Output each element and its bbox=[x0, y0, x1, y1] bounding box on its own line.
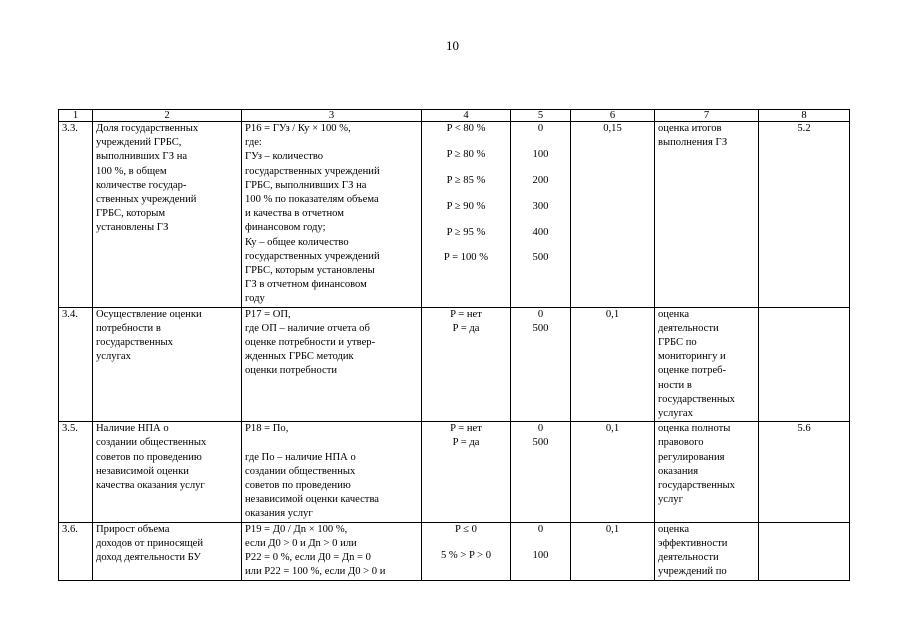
header-cell: 4 bbox=[422, 110, 511, 122]
points-cell bbox=[511, 422, 571, 522]
formula-line: P22 = 0 %, если Д0 = Дn = 0 bbox=[245, 552, 371, 564]
condition-value: 5 % > P > 0 bbox=[440, 549, 492, 561]
assessment-line: регулирования bbox=[658, 451, 725, 463]
assessment-line: ности в bbox=[658, 379, 692, 391]
formula-line: финансовом году; bbox=[245, 222, 326, 234]
indicator-name-line: Осуществление оценки bbox=[96, 308, 202, 320]
condition-value: P ≤ 0 bbox=[455, 523, 477, 535]
formula-cell bbox=[242, 307, 422, 422]
indicator-name-line: доходов от приносящей bbox=[96, 537, 204, 549]
spacer bbox=[425, 537, 507, 549]
table-row bbox=[59, 422, 850, 522]
assessment-line: оценка полноты bbox=[658, 423, 731, 435]
condition-value: P = нет bbox=[450, 308, 482, 320]
assessment-cell bbox=[655, 422, 759, 522]
formula-line: ГУз – количество bbox=[245, 151, 324, 163]
formula-line: где ОП – наличие отчета об bbox=[245, 322, 370, 334]
formula-line: 100 % по показателям объема bbox=[245, 194, 379, 206]
header-cell: 8 bbox=[759, 110, 850, 122]
page-number: 10 bbox=[446, 38, 459, 53]
points-value: 0 bbox=[537, 423, 544, 435]
condition-value: P ≥ 90 % bbox=[446, 200, 486, 212]
header-cell: 1 bbox=[59, 110, 93, 122]
weight-cell bbox=[571, 422, 655, 522]
formula-line: и качества в отчетном bbox=[245, 208, 344, 220]
assessment-line: оказания bbox=[658, 465, 699, 477]
points-cell bbox=[511, 307, 571, 422]
formula-cell bbox=[242, 422, 422, 522]
row-number: 3.3. bbox=[62, 123, 78, 134]
formula-line: оказания услуг bbox=[245, 508, 313, 520]
header-row bbox=[59, 110, 850, 122]
assessment-line: деятельности bbox=[658, 552, 719, 564]
assessment-line: услугах bbox=[658, 408, 693, 420]
formula-line: независимой оценки качества bbox=[245, 494, 380, 506]
weight-value: 0,1 bbox=[605, 423, 620, 435]
condition-cell bbox=[422, 122, 511, 308]
points-value: 100 bbox=[532, 148, 549, 160]
points-value: 300 bbox=[532, 200, 549, 212]
row-number: 3.4. bbox=[62, 308, 78, 320]
spacer bbox=[425, 188, 507, 200]
row-number-cell bbox=[59, 422, 93, 522]
formula-line: Ку – общее количество bbox=[245, 236, 349, 248]
indicator-name-line: услугах bbox=[96, 351, 131, 363]
points-value: 100 bbox=[532, 549, 549, 561]
formula-line: оценке потребности и утвер- bbox=[245, 337, 376, 349]
assessment-cell bbox=[655, 122, 759, 308]
formula-cell bbox=[242, 522, 422, 580]
weight-value: 0,1 bbox=[605, 308, 620, 320]
indicator-name-cell bbox=[93, 422, 242, 522]
formula-line: P19 = Д0 / Дn × 100 %, bbox=[245, 523, 348, 535]
condition-value: P ≥ 95 % bbox=[446, 226, 486, 238]
formula-line: ГРБС, выполнивших ГЗ на bbox=[245, 179, 367, 191]
condition-value: P < 80 % bbox=[446, 123, 486, 134]
assessment-line: выполнения ГЗ bbox=[658, 137, 728, 149]
assessment-line: оценка итогов bbox=[658, 123, 722, 134]
indicator-name-line: установлены ГЗ bbox=[96, 222, 169, 234]
formula-line: P17 = ОП, bbox=[245, 308, 291, 320]
formula-line: государственных учреждений bbox=[245, 165, 380, 177]
points-value: 500 bbox=[532, 322, 549, 334]
reference-cell bbox=[759, 307, 850, 422]
assessment-line: ГРБС по bbox=[658, 337, 697, 349]
indicator-name-line: качества оказания услуг bbox=[96, 480, 205, 492]
condition-value: P = нет bbox=[450, 423, 482, 435]
indicator-name-line: выполнивших ГЗ на bbox=[96, 151, 188, 163]
indicator-name-line: количестве государ- bbox=[96, 179, 187, 191]
weight-value: 0,1 bbox=[605, 523, 620, 535]
indicator-name-cell bbox=[93, 122, 242, 308]
formula-cell bbox=[242, 122, 422, 308]
assessment-line: учреждений по bbox=[658, 566, 727, 578]
weight-cell bbox=[571, 522, 655, 580]
points-value: 0 bbox=[537, 523, 544, 535]
points-value: 200 bbox=[532, 174, 549, 186]
indicator-name-line: Прирост объема bbox=[96, 523, 170, 535]
assessment-line: деятельности bbox=[658, 322, 719, 334]
formula-line: P18 = По, bbox=[245, 423, 289, 435]
indicator-name-line: советов по проведению bbox=[96, 451, 202, 463]
condition-value: P = 100 % bbox=[443, 252, 489, 264]
condition-cell bbox=[422, 307, 511, 422]
indicator-name-line: учреждений ГРБС, bbox=[96, 137, 182, 149]
header-cell: 5 bbox=[511, 110, 571, 122]
spacer bbox=[514, 136, 567, 148]
formula-line bbox=[245, 436, 418, 450]
formula-line: оценки потребности bbox=[245, 365, 338, 377]
condition-value: P ≥ 85 % bbox=[446, 174, 486, 186]
row-number: 3.5. bbox=[62, 423, 78, 435]
spacer bbox=[425, 136, 507, 148]
condition-value: P = да bbox=[452, 322, 480, 334]
header-cell: 2 bbox=[93, 110, 242, 122]
indicator-name-line: 100 %, в общем bbox=[96, 165, 167, 177]
assessment-line: эффективности bbox=[658, 537, 728, 549]
assessment-line: оценка bbox=[658, 308, 690, 320]
assessment-line: оценка bbox=[658, 523, 690, 535]
spacer bbox=[425, 162, 507, 174]
indicator-name-line: ственных учреждений bbox=[96, 194, 197, 206]
header-cell: 7 bbox=[655, 110, 759, 122]
spacer bbox=[425, 214, 507, 226]
formula-line: году bbox=[245, 293, 265, 305]
formula-line: где: bbox=[245, 137, 262, 149]
assessment-line: государственных bbox=[658, 393, 735, 405]
row-number-cell bbox=[59, 122, 93, 308]
formula-line: или P22 = 100 %, если Д0 > 0 и bbox=[245, 566, 386, 578]
formula-line: где По – наличие НПА о bbox=[245, 451, 356, 463]
formula-line: ГЗ в отчетном финансовом bbox=[245, 279, 367, 291]
weight-value: 0,15 bbox=[603, 123, 622, 134]
assessment-line: государственных bbox=[658, 480, 735, 492]
points-value: 500 bbox=[532, 437, 549, 449]
formula-line: государственных учреждений bbox=[245, 250, 380, 262]
spacer bbox=[514, 240, 567, 252]
indicator-name-cell bbox=[93, 307, 242, 422]
indicator-name-line: ГРБС, которым bbox=[96, 208, 166, 220]
spacer bbox=[514, 188, 567, 200]
table-row bbox=[59, 122, 850, 308]
table-body bbox=[59, 110, 850, 581]
table-row bbox=[59, 522, 850, 580]
points-value: 400 bbox=[532, 226, 549, 238]
points-cell bbox=[511, 522, 571, 580]
assessment-cell bbox=[655, 522, 759, 580]
reference-cell bbox=[759, 422, 850, 522]
header-cell: 6 bbox=[571, 110, 655, 122]
indicator-name-line: создании общественных bbox=[96, 437, 207, 449]
row-number: 3.6. bbox=[62, 523, 78, 535]
assessment-line: оценке потреб- bbox=[658, 365, 727, 377]
condition-cell bbox=[422, 422, 511, 522]
condition-value: P = да bbox=[452, 437, 480, 449]
assessment-cell bbox=[655, 307, 759, 422]
row-number-cell bbox=[59, 307, 93, 422]
spacer bbox=[514, 162, 567, 174]
points-value: 0 bbox=[537, 308, 544, 320]
formula-line: P16 = ГУз / Ку × 100 %, bbox=[245, 123, 351, 134]
header-cell: 3 bbox=[242, 110, 422, 122]
formula-line: создании общественных bbox=[245, 465, 356, 477]
reference-value: 5.6 bbox=[797, 423, 811, 435]
spacer bbox=[425, 240, 507, 252]
reference-cell bbox=[759, 122, 850, 308]
indicator-name-line: независимой оценки bbox=[96, 465, 189, 477]
spacer bbox=[514, 537, 567, 549]
formula-line: если Д0 > 0 и Дn > 0 или bbox=[245, 537, 357, 549]
table-row bbox=[59, 307, 850, 422]
points-value: 0 bbox=[537, 123, 544, 134]
points-cell bbox=[511, 122, 571, 308]
indicator-name-line: Доля государственных bbox=[96, 123, 199, 134]
assessment-line: услуг bbox=[658, 494, 683, 506]
condition-cell bbox=[422, 522, 511, 580]
indicator-name-cell bbox=[93, 522, 242, 580]
indicators-table bbox=[58, 109, 850, 581]
indicator-name-line: потребности в bbox=[96, 322, 161, 334]
assessment-line: правового bbox=[658, 437, 704, 449]
indicator-name-line: государственных bbox=[96, 337, 173, 349]
indicator-name-line: доход деятельности БУ bbox=[96, 552, 201, 564]
reference-value: 5.2 bbox=[797, 123, 811, 134]
weight-cell bbox=[571, 122, 655, 308]
formula-line: советов по проведению bbox=[245, 480, 351, 492]
points-value: 500 bbox=[532, 252, 549, 264]
weight-cell bbox=[571, 307, 655, 422]
row-number-cell bbox=[59, 522, 93, 580]
formula-line: ГРБС, которым установлены bbox=[245, 265, 375, 277]
spacer bbox=[514, 214, 567, 226]
indicator-name-line: Наличие НПА о bbox=[96, 423, 169, 435]
formula-line: жденных ГРБС методик bbox=[245, 351, 354, 363]
reference-cell bbox=[759, 522, 850, 580]
assessment-line: мониторингу и bbox=[658, 351, 726, 363]
condition-value: P ≥ 80 % bbox=[446, 148, 486, 160]
